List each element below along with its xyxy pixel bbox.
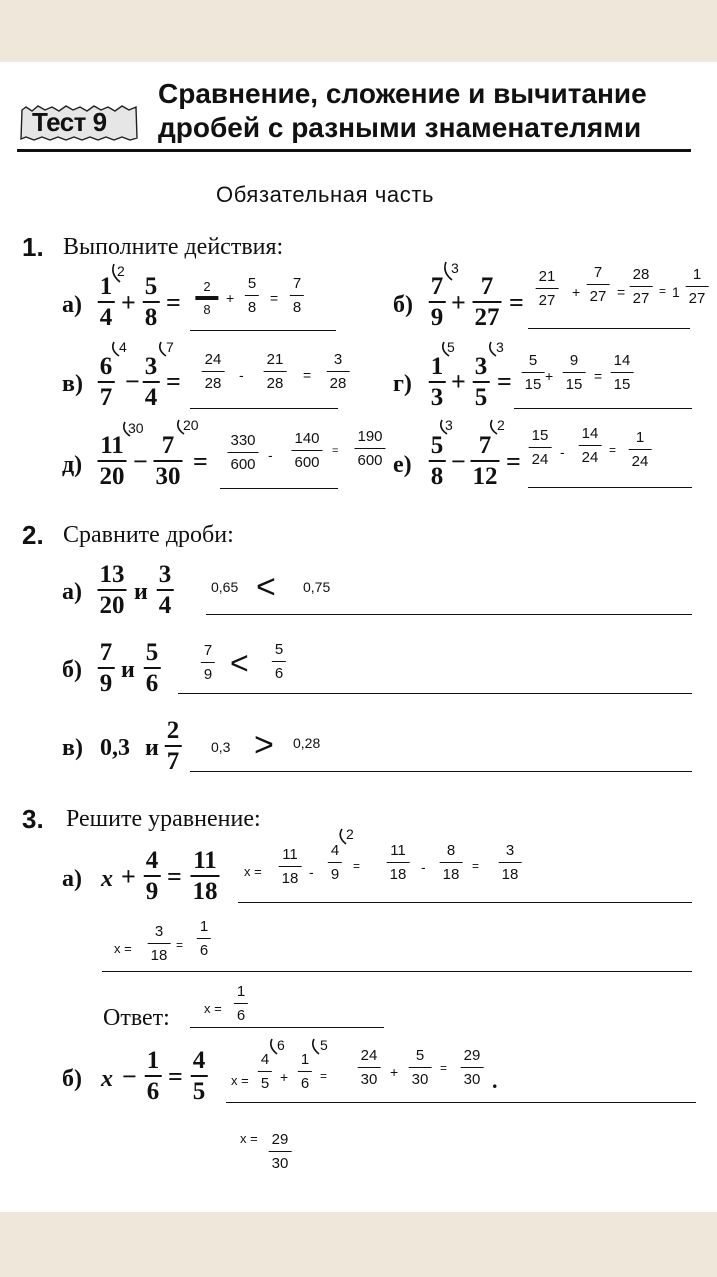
task2v-and: и [145,735,159,761]
task1e-label: е) [393,452,412,478]
task3a-answer-fraction: 1 6 [237,984,245,1023]
task2a-work-sign: < [256,568,276,606]
task2v-label: в) [62,735,83,761]
task3b-w1-fraction1: 4 5 [261,1052,269,1091]
task3b-eq: = [168,1062,183,1091]
task1e-op: − [451,447,466,476]
task3b-w1-fraction3: 24 30 [361,1048,378,1087]
task1a-work-result: 7 8 [293,276,301,315]
task1b-eq: = [509,288,524,317]
task1b-work-result2: 1 27 [689,267,706,306]
task3a-w1-eq2: = [472,859,480,873]
task1d-work-fraction2: 140 600 [294,431,319,470]
task1e-work-eq: = [609,443,617,457]
task1d-label: д) [62,452,83,478]
task3b-multiplier1: 6 [277,1037,285,1053]
task3b-w2-result: 29 30 [272,1132,289,1171]
task1b-fraction1: 7 9 [430,273,444,331]
task1b-work-eq: = [617,284,626,300]
task1v-answer-line [190,408,338,409]
task1d-fraction1: 11 20 [99,432,125,490]
task3a-w1-fraction4: 8 18 [443,843,460,882]
task3a-w2-eq: = [176,938,184,952]
task3a-answer-line [190,1027,384,1028]
task1e-fraction1: 5 8 [430,432,444,490]
task1a-eq: = [166,288,181,317]
task1d-work-eq: = [332,445,339,457]
task1g-eq: = [497,367,512,396]
task1d-answer-line [220,488,338,489]
task2a-label: а) [62,579,82,605]
test-badge-label: Тест 9 [32,107,107,137]
task1g-multiplier1: 5 [447,339,455,355]
task1d-work-result: 190 600 [357,429,382,468]
task1a-op: + [121,288,136,317]
task1g-fraction2: 3 5 [474,353,488,411]
task2b-fraction2: 5 6 [145,639,159,697]
task1e-work-fraction1: 15 24 [532,428,549,467]
task1a-work-fraction2: 5 8 [248,276,256,315]
task1a-work-fraction1: 2 8 [203,280,210,316]
task1v-fraction1: 6 7 [99,353,113,411]
task1v-work-result: 3 28 [330,352,347,391]
task3b-w1-dot: . [492,1068,498,1093]
task3a-line2 [102,971,692,972]
page-title-line2: дробей с разными знаменателями [158,112,642,143]
task1g-work-result: 14 15 [614,353,631,392]
task1v-work-op: - [239,367,244,383]
page-title-line1: Сравнение, сложение и вычитание [158,78,647,109]
task1v-multiplier1: 4 [119,339,127,355]
task2b-work-sign: < [230,645,249,681]
task1d-work-op: - [268,447,273,463]
task1a-multiplier: 2 [117,263,125,279]
task1b-work-fraction2: 7 27 [590,265,607,304]
task1a-answer-line [190,330,336,331]
task1g-work-op: + [545,368,554,384]
task3a-label: а) [62,866,82,892]
task2v-value1: 0,3 [100,735,130,761]
task1d-multiplier1: 30 [128,420,144,436]
task2v-work-left: 0,3 [211,739,231,755]
task1d-multiplier2: 20 [183,417,199,433]
task1b-work-whole: 1 [672,284,680,300]
task2b-work-fraction1: 7 9 [204,643,212,682]
task2b-answer-line [178,693,692,694]
task1g-work-fraction1: 5 15 [525,353,542,392]
task1e-work-fraction2: 14 24 [582,426,599,465]
task3b-w1-fraction2: 1 6 [301,1052,309,1091]
task3b-label: б) [62,1066,82,1092]
task3b-minus: − [122,1062,137,1091]
task3b-w2-xeq: x = [240,1131,258,1146]
task3-number: 3. [22,804,44,834]
task3a-answer-label: Ответ: [103,1005,170,1031]
task3a-plus: + [121,862,136,891]
header-rule [17,149,691,152]
task2a-answer-line [206,614,692,615]
task1e-work-op: - [560,444,565,460]
test-badge [18,104,140,142]
task1v-eq: = [166,367,181,396]
task3a-w2-fraction1: 3 18 [151,924,168,963]
task1d-eq: = [193,447,208,476]
task1v-work-fraction2: 21 28 [267,352,284,391]
task1b-answer-line [528,328,690,329]
task2b-and: и [121,657,135,683]
task3b-fraction: 1 6 [146,1047,160,1105]
task1b-label: б) [393,292,413,318]
task1b-fraction2: 7 27 [474,273,500,331]
task2b-label: б) [62,657,82,683]
task3b-w1-op2: + [390,1064,399,1080]
task1a-work-eq: = [270,290,279,306]
task1d-op: − [133,447,148,476]
task1b-work-op: + [572,284,581,300]
task3b-w1-eq2: = [440,1061,448,1075]
task1g-work-eq: = [594,368,603,384]
task3a-w1-fraction1: 11 18 [282,847,299,886]
task1-number: 1. [22,232,44,262]
task3a-answer-xeq: x = [204,1001,222,1016]
task3b-result: 4 5 [192,1047,206,1105]
task1v-label: в) [62,371,83,397]
task2v-fraction2: 2 7 [166,717,180,775]
task2-number: 2. [22,520,44,550]
task3a-w2-result: 1 6 [200,919,208,958]
task2b-fraction1: 7 9 [99,639,113,697]
task1g-op: + [451,367,466,396]
task1b-work-result: 28 27 [633,267,650,306]
worksheet-page [0,62,717,1212]
task3a-fraction: 4 9 [145,847,159,905]
task1v-work-eq: = [303,367,312,383]
task1a-fraction2: 5 8 [144,273,158,331]
task1g-label: г) [393,371,412,397]
task3b-w1-eq: = [320,1069,328,1083]
task1b-work-eq2: = [659,284,667,298]
task3b-w1-result: 29 30 [464,1048,481,1087]
task3a-line1 [238,902,692,903]
task2a-work-left: 0,65 [211,579,239,595]
task3a-result: 11 18 [192,847,218,905]
task3a-w1-op: - [309,864,314,880]
task3a-eq: = [167,862,182,891]
task1a-work-op: + [226,290,235,306]
task1v-fraction2: 3 4 [144,353,158,411]
task1g-work-fraction2: 9 15 [566,353,583,392]
task2a-fraction1: 13 20 [99,561,125,619]
task1e-fraction2: 7 12 [472,432,498,490]
task3b-w1-op: + [280,1069,289,1085]
task1a-fraction1: 1 4 [99,273,113,331]
task1b-work-fraction1: 21 27 [539,269,556,308]
task3b-w1-fraction4: 5 30 [412,1048,429,1087]
task1g-multiplier2: 3 [496,339,504,355]
task2v-work-right: 0,28 [293,735,321,751]
task3a-w1-result: 3 18 [502,843,519,882]
task3b-line1 [226,1102,696,1103]
task1e-multiplier1: 3 [445,417,453,433]
task1e-multiplier2: 2 [497,417,505,433]
task1d-fraction2: 7 30 [155,432,181,490]
task3a-w2-xeq: x = [114,941,132,956]
task1a-label: а) [62,292,82,318]
task1g-answer-line [514,408,692,409]
task3b-multiplier2: 5 [320,1037,328,1053]
task1b-op: + [451,288,466,317]
task1e-answer-line [528,487,692,488]
section-title: Обязательная часть [216,182,435,207]
task1b-multiplier: 3 [451,260,459,276]
task1e-eq: = [506,447,521,476]
task2v-answer-line [190,771,692,772]
task3a-w1-eq: = [353,859,361,873]
task1g-fraction1: 1 3 [430,353,444,411]
task3a-multiplier: 2 [346,826,354,842]
task1v-work-fraction1: 24 28 [205,352,222,391]
task1e-work-result: 1 24 [632,430,649,469]
task3a-w1-xeq: x = [244,864,262,879]
task2b-work-fraction2: 5 6 [275,642,283,681]
task1d-work-fraction1: 330 600 [230,433,255,472]
task3a-w1-fraction3: 11 18 [390,843,407,882]
task1-title: Выполните действия: [63,234,284,260]
task2v-work-sign: > [254,726,274,764]
task2a-fraction2: 3 4 [158,561,172,619]
task3a-w1-fraction2: 4 9 [331,843,339,882]
task3a-w1-op2: - [421,859,426,875]
task3b-w1-xeq: x = [231,1073,249,1088]
task3b-x: x [101,1066,113,1092]
task3a-x: x [101,866,113,892]
task2a-and: и [134,579,148,605]
task3-title: Решите уравнение: [66,806,261,832]
task1v-op: − [125,367,140,396]
task1v-multiplier2: 7 [166,339,174,355]
task2a-work-right: 0,75 [303,579,331,595]
task2-title: Сравните дроби: [63,522,234,548]
